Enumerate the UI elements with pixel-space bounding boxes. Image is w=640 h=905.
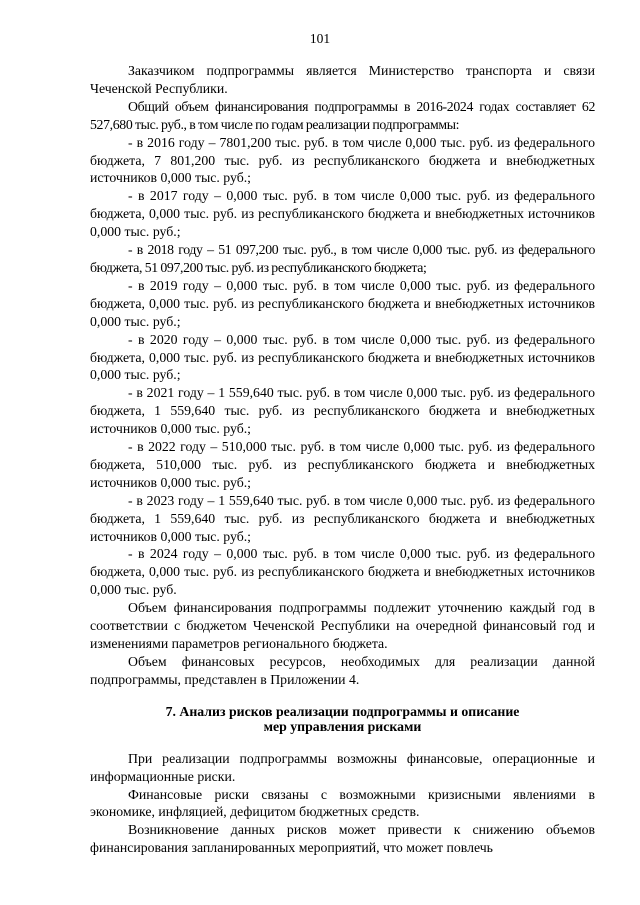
paragraph-customer: Заказчиком подпрограммы является Министерство транспорта и связи Чеченской Республики. [90, 63, 595, 96]
paragraph-financial-risks: Финансовые риски связаны с возможными кризисными явлениями в экономике, инфляцией, дефицитом бюджетных средств. [90, 786, 595, 820]
list-item-2019: - в 2019 году – 0,000 тыс. руб. в том числе 0,000 тыс. руб. из федерального бюджета, 0,000 тыс. руб. из республиканского бюджета и внебюджетных источников 0,000 тыс. руб.; [90, 277, 595, 329]
list-item-2020: - в 2020 году – 0,000 тыс. руб. в том числе 0,000 тыс. руб. из федерального бюджета, 0,000 тыс. руб. из республиканского бюджета и внебюджетных источников 0,000 тыс. руб.; [90, 331, 595, 383]
list-item-2017: - в 2017 году – 0,000 тыс. руб. в том числе 0,000 тыс. руб. из федерального бюджета, 0,000 тыс. руб. из республиканского бюджета и внебюджетных источников 0,000 тыс. руб.; [90, 188, 595, 240]
list-item-2022: - в 2022 году – 510,000 тыс. руб. в том числе 0,000 тыс. руб. из федерального бюджета, 510,000 тыс. руб. из республиканского бюджета и внебюджетных источников 0,000 тыс. руб.; [90, 439, 595, 490]
paragraph-appendix-reference: Объем финансовых ресурсов, необходимых для реализации данной подпрограммы, представлен в Приложении 4. [90, 653, 595, 687]
paragraph-funding-adjustment: Объем финансирования подпрограммы подлежит уточнению каждый год в соответствии с бюджетом Чеченской Республики на очередной финансовый год и изменениями параметров регионального бюджета. [90, 600, 595, 651]
paragraph-risk-consequences: Возникновение данных рисков может привести к снижению объемов финансирования запланированных мероприятий, что может повлечь [90, 822, 595, 856]
paragraph-total-funding: Общий объем финансирования подпрограммы в 2016-2024 годах составляет 62 527,680 тыс. руб., в том числе по годам реализации подпрограммы: [90, 98, 595, 132]
section-heading-line-2: мер управления рисками [263, 718, 422, 734]
section-heading-line-1: 7. Анализ рисков реализации подпрограммы и описание [165, 703, 520, 719]
section-heading [90, 704, 595, 734]
page-number: 101 [309, 31, 331, 46]
document-body [90, 62, 595, 857]
paragraph-risks-intro: При реализации подпрограммы возможны финансовые, операционные и информационные риски. [90, 750, 595, 784]
list-item-2023: - в 2023 году – 1 559,640 тыс. руб. в том числе 0,000 тыс. руб. из федерального бюджета, 1 559,640 тыс. руб. из республиканского бюджета и внебюджетных источников 0,000 тыс. руб.; [90, 492, 595, 544]
list-item-2016: - в 2016 году – 7801,200 тыс. руб. в том числе 0,000 тыс. руб. из федерального бюджета, 7 801,200 тыс. руб. из республиканского бюджета и внебюджетных источников 0,000 тыс. руб.; [90, 134, 595, 186]
list-item-2018: - в 2018 году – 51 097,200 тыс. руб., в том числе 0,000 тыс. руб. из федерального бюджета, 51 097,200 тыс. руб. из республиканского бюджета; [90, 242, 595, 275]
list-item-2021: - в 2021 году – 1 559,640 тыс. руб. в том числе 0,000 тыс. руб. из федерального бюджета, 1 559,640 тыс. руб. из республиканского бюджета и внебюджетных источников 0,000 тыс. руб.; [90, 385, 595, 437]
list-item-2024: - в 2024 году – 0,000 тыс. руб. в том числе 0,000 тыс. руб. из федерального бюджета, 0,000 тыс. руб. из республиканского бюджета и внебюджетных источников 0,000 тыс. руб. [90, 546, 595, 598]
